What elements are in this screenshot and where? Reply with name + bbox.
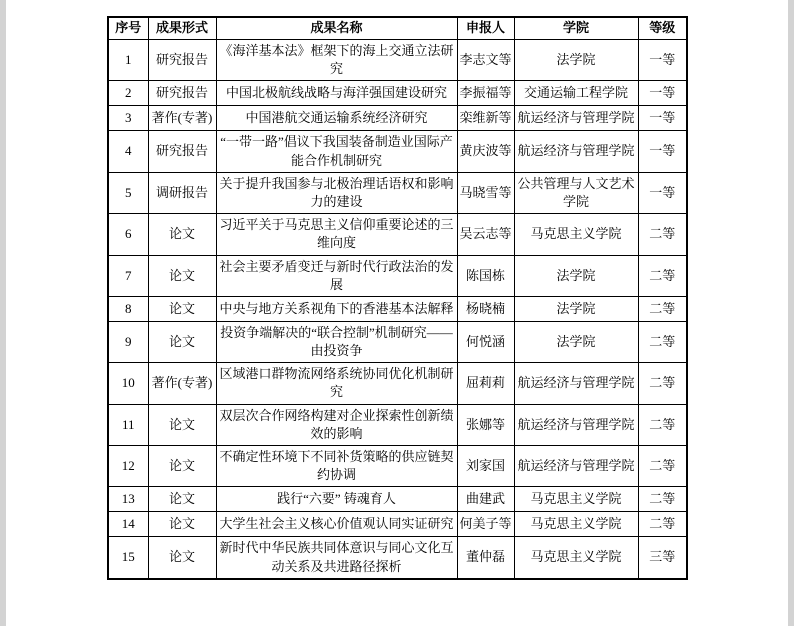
table-cell-applicant: 李振福等 [457,81,514,106]
awards-results-table [107,16,688,580]
table-cell-title: “一带一路”倡议下我国装备制造业国际产能合作机制研究 [216,131,457,172]
table-cell-grade: 一等 [638,81,687,106]
table-row [108,321,687,362]
table-cell-title: 中央与地方关系视角下的香港基本法解释 [216,296,457,321]
table-cell-applicant: 刘家国 [457,446,514,487]
table-cell-index: 11 [108,404,148,445]
table-row [108,81,687,106]
table-row [108,131,687,172]
table-cell-title: 双层次合作网络构建对企业探索性创新绩效的影响 [216,404,457,445]
table-cell-title: 中国北极航线战略与海洋强国建设研究 [216,81,457,106]
table-cell-form: 论文 [148,214,216,255]
table-cell-form: 著作(专著) [148,106,216,131]
table-header-row [108,17,687,40]
table-cell-grade: 二等 [638,404,687,445]
table-cell-grade: 二等 [638,321,687,362]
table-cell-grade: 二等 [638,296,687,321]
table-cell-college: 法学院 [514,255,638,296]
table-cell-college: 航运经济与管理学院 [514,363,638,404]
table-cell-form: 研究报告 [148,81,216,106]
table-row [108,255,687,296]
table-cell-form: 论文 [148,487,216,512]
table-row [108,404,687,445]
table-cell-index: 2 [108,81,148,106]
table-cell-index: 3 [108,106,148,131]
table-row [108,40,687,81]
table-cell-college: 法学院 [514,40,638,81]
table-row [108,446,687,487]
table-cell-title: 践行“六要” 铸魂育人 [216,487,457,512]
column-header-form: 成果形式 [148,17,216,40]
table-cell-grade: 二等 [638,512,687,537]
table-cell-grade: 三等 [638,537,687,579]
table-cell-index: 5 [108,172,148,213]
table-cell-applicant: 马晓雪等 [457,172,514,213]
table-cell-applicant: 曲建武 [457,487,514,512]
column-header-index: 序号 [108,17,148,40]
table-row [108,172,687,213]
column-header-grade: 等级 [638,17,687,40]
table-cell-college: 马克思主义学院 [514,512,638,537]
table-cell-college: 马克思主义学院 [514,487,638,512]
table-cell-index: 7 [108,255,148,296]
table-row [108,512,687,537]
table-cell-index: 13 [108,487,148,512]
table-cell-index: 1 [108,40,148,81]
table-cell-college: 马克思主义学院 [514,537,638,579]
table-cell-title: 投资争端解决的“联合控制”机制研究——由投资争 [216,321,457,362]
table-cell-applicant: 黄庆波等 [457,131,514,172]
table-cell-college: 马克思主义学院 [514,214,638,255]
table-cell-applicant: 张娜等 [457,404,514,445]
table-cell-applicant: 陈国栋 [457,255,514,296]
table-cell-form: 论文 [148,512,216,537]
table-cell-grade: 二等 [638,487,687,512]
table-cell-college: 法学院 [514,296,638,321]
document-page [6,0,788,626]
table-cell-college: 航运经济与管理学院 [514,131,638,172]
table-cell-form: 论文 [148,404,216,445]
table-cell-form: 著作(专著) [148,363,216,404]
table-row [108,214,687,255]
table-cell-title: 关于提升我国参与北极治理话语权和影响力的建设 [216,172,457,213]
table-cell-grade: 一等 [638,40,687,81]
table-cell-grade: 一等 [638,106,687,131]
table-row [108,363,687,404]
table-row [108,487,687,512]
table-cell-grade: 一等 [638,131,687,172]
table-cell-form: 研究报告 [148,40,216,81]
table-cell-title: 社会主要矛盾变迁与新时代行政法治的发展 [216,255,457,296]
table-cell-grade: 二等 [638,363,687,404]
table-cell-index: 15 [108,537,148,579]
column-header-college: 学院 [514,17,638,40]
table-cell-grade: 二等 [638,214,687,255]
table-cell-title: 区域港口群物流网络系统协同优化机制研究 [216,363,457,404]
table-body [108,40,687,579]
table-cell-title: 中国港航交通运输系统经济研究 [216,106,457,131]
table-cell-applicant: 何美子等 [457,512,514,537]
table-cell-title: 新时代中华民族共同体意识与同心文化互动关系及共进路径探析 [216,537,457,579]
table-cell-form: 论文 [148,296,216,321]
table-cell-index: 12 [108,446,148,487]
table-row [108,296,687,321]
column-header-title: 成果名称 [216,17,457,40]
table-cell-grade: 一等 [638,172,687,213]
table-cell-form: 论文 [148,537,216,579]
table-cell-college: 航运经济与管理学院 [514,404,638,445]
table-cell-grade: 二等 [638,255,687,296]
table-cell-index: 4 [108,131,148,172]
table-row [108,106,687,131]
table-cell-applicant: 杨晓楠 [457,296,514,321]
table-cell-applicant: 吴云志等 [457,214,514,255]
table-cell-college: 法学院 [514,321,638,362]
table-cell-applicant: 屈莉莉 [457,363,514,404]
table-cell-title: 习近平关于马克思主义信仰重要论述的三维向度 [216,214,457,255]
table-cell-form: 论文 [148,321,216,362]
table-cell-college: 交通运输工程学院 [514,81,638,106]
table-cell-form: 论文 [148,255,216,296]
table-cell-form: 研究报告 [148,131,216,172]
table-cell-title: 不确定性环境下不同补货策略的供应链契约协调 [216,446,457,487]
table-cell-index: 6 [108,214,148,255]
table-cell-index: 9 [108,321,148,362]
table-cell-title: 《海洋基本法》框架下的海上交通立法研究 [216,40,457,81]
table-cell-form: 论文 [148,446,216,487]
table-cell-index: 8 [108,296,148,321]
table-cell-college: 航运经济与管理学院 [514,106,638,131]
table-cell-applicant: 董仲磊 [457,537,514,579]
table-cell-applicant: 何悦涵 [457,321,514,362]
table-row [108,537,687,579]
table-cell-grade: 二等 [638,446,687,487]
table-cell-applicant: 栾维新等 [457,106,514,131]
table-cell-college: 航运经济与管理学院 [514,446,638,487]
table-cell-title: 大学生社会主义核心价值观认同实证研究 [216,512,457,537]
table-cell-index: 14 [108,512,148,537]
table-cell-college: 公共管理与人文艺术学院 [514,172,638,213]
table-cell-form: 调研报告 [148,172,216,213]
column-header-applicant: 申报人 [457,17,514,40]
table-cell-applicant: 李志文等 [457,40,514,81]
table-cell-index: 10 [108,363,148,404]
